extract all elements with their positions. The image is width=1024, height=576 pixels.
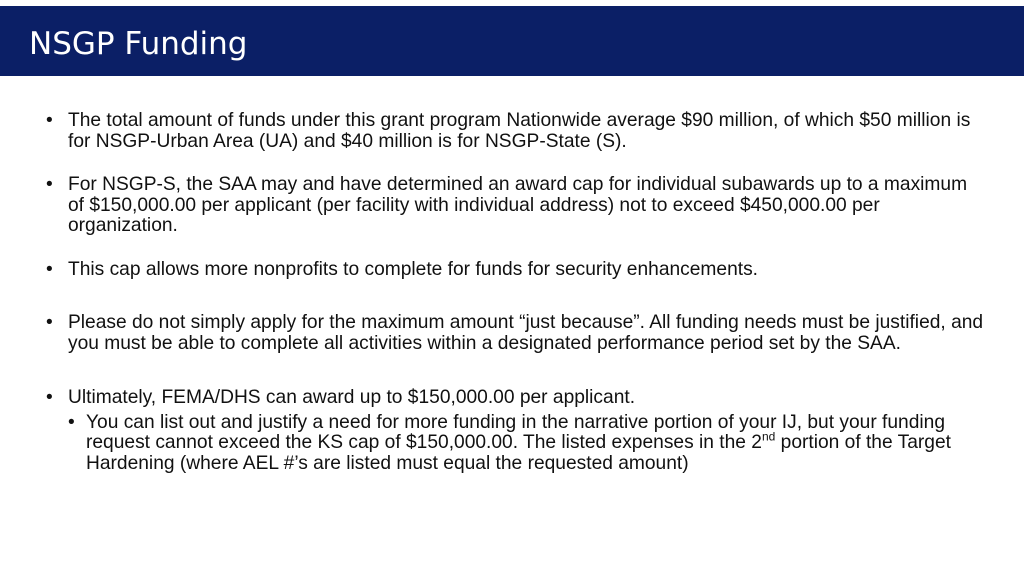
bullet-item: [46, 111, 986, 152]
bullet-text: The total amount of funds under this grant program Nationwide average $90 million, of which $50 million is for NSGP-Urban Area (UA) and $40 million is for NSGP-State (S).: [68, 110, 971, 152]
slide-content: [46, 111, 986, 493]
title-bar: [0, 6, 1024, 76]
bullet-dot: •: [46, 387, 53, 408]
bullet-item: [46, 313, 986, 354]
sub-bullet-item: [68, 413, 956, 475]
sub-bullet-text-end: portion of the Target Hardening (where AEL #’s are listed must equal the requested amount): [86, 432, 951, 474]
bullet-text: For NSGP-S, the SAA may and have determined an award cap for individual subawards up to a maximum of $150,000.00 per applicant (per facility with individual address) not to exceed $450,000.00 per organization.: [68, 174, 968, 236]
bullet-item: [46, 388, 986, 409]
bullet-text: Please do not simply apply for the maximum amount “just because”. All funding needs must be justified, and you must be able to complete all activities within a designated performance period set by the SAA.: [68, 312, 984, 354]
ordinal-superscript: nd: [761, 429, 776, 444]
bullet-dot: •: [46, 258, 53, 280]
bullet-text: This cap allows more nonprofits to complete for funds for security enhancements.: [68, 258, 759, 280]
bullet-text: Ultimately, FEMA/DHS can award up to $150,000.00 per applicant.: [68, 387, 636, 408]
sub-bullet-text-start: You can list out and justify a need for more funding in the narrative portion of your IJ, but your funding request cannot exceed the KS cap of $150,000.00. The listed expenses in the 2: [86, 411, 945, 453]
bullet-dot: •: [46, 312, 53, 333]
bullet-item: [46, 260, 986, 281]
bullet-dot: •: [46, 110, 53, 131]
slide-title: NSGP Funding: [29, 26, 248, 62]
bullet-dot: •: [46, 174, 53, 195]
bullet-item: [46, 175, 986, 237]
bullet-dot: •: [68, 411, 75, 433]
